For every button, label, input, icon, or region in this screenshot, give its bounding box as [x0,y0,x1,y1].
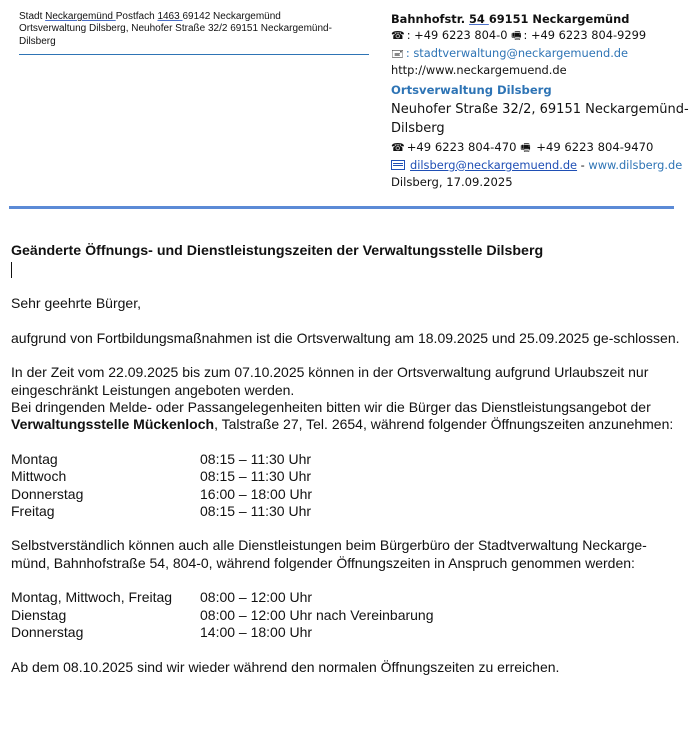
office-web-link[interactable]: www.dilsberg.de [588,157,683,172]
sender-city: Neckargemünd [45,11,116,22]
paragraph-vacation: In der Zeit vom 22.09.2025 bis zum 07.10.2025 können in der Ortsverwaltung aufgrund Urlaubszeit nur eingeschränkt Leistungen angeboten werden. [11,364,649,398]
closing-sentence: Ab dem 08.10.2025 sind wir wieder während den normalen Öffnungszeiten zu erreichen. [11,658,560,675]
schedule-row: Mittwoch 08:15 – 11:30 Uhr [11,468,312,485]
letter-subject: Geänderte Öffnungs- und Dienstleistungszeiten der Verwaltungsstelle Dilsberg [11,243,544,259]
salutation: Sehr geehrte Bürger, [11,295,141,312]
text-cursor [11,262,12,278]
sender-line-3: Dilsberg [19,35,56,47]
city-phone-fax: ☎ : +49 6223 804-0 🖷 : +49 6223 804-9299 [391,27,691,44]
paragraph-alternative: Bei dringenden Melde- oder Passangelegenheiten bitten wir die Bürger das Dienstleistungsangebot der Verwaltungsstelle Mückenloch, Talstraße 27, Tel. 2654, während folgender Öffnungszeiten anzunehmen: [11,399,674,433]
letter-date: Dilsberg, 17.09.2025 [391,175,513,190]
email-icon [391,160,405,170]
office-phone-fax: ☎ +49 6223 804-470 🖷 +49 6223 804-9470 [391,138,691,157]
schedule-mueckenloch [11,451,681,521]
sender-divider [19,54,369,55]
schedule-row: Freitag 08:15 – 11:30 Uhr [11,503,312,520]
phone-icon: ☎ [391,140,405,154]
header-divider [9,206,674,209]
city-website[interactable]: http://www.neckargemuend.de [391,63,567,78]
fax-icon: 🖷 [511,29,522,43]
office-address: Neuhofer Straße 32/2, 69151 Neckargemünd-Dilsberg [391,101,689,136]
office-email-web: dilsberg@neckargemuend.de - www.dilsberg.de [391,157,691,173]
schedule-row: Donnerstag 16:00 – 18:00 Uhr [11,485,313,502]
schedule-row: Donnerstag 14:00 – 18:00 Uhr [11,624,313,641]
office-title: Ortsverwaltung Dilsberg [391,82,552,97]
schedule-buergerbuero [11,589,681,641]
schedule-row: Montag, Mittwoch, Freitag 08:00 – 12:00 Uhr [11,589,313,606]
sender-line-1: Stadt Neckargemünd Postfach 1463 69142 Neckargemünd [19,11,281,22]
phone-icon: ☎ [391,29,405,43]
contact-block [391,11,691,192]
paragraph-closure: aufgrund von Fortbildungsmaßnahmen ist die Ortsverwaltung am 18.09.2025 und 25.09.2025 ge-schlossen. [11,329,680,346]
fax-icon: 🖷 [520,140,531,154]
email-icon: 🖃 [391,46,404,60]
schedule-row: Montag 08:15 – 11:30 Uhr [11,450,312,467]
city-address: Bahnhofstr. 54 69151 Neckargemünd [391,12,630,26]
alternative-office: Verwaltungsstelle Mückenloch [11,416,215,433]
sender-pobox: 1463 [157,11,183,22]
sender-address [19,11,371,48]
schedule-row: Dienstag 08:00 – 12:00 Uhr nach Vereinbarung [11,606,434,623]
letter-body[interactable] [11,243,681,676]
sender-line-2: Ortsverwaltung Dilsberg, Neuhofer Straße 32/2 69151 Neckargemünd- [19,23,332,35]
paragraph-buergerbuero: Selbstverständlich können auch alle Dienstleistungen beim Bürgerbüro der Stadtverwaltung Neckarge-münd, Bahnhofstraße 54, 804-0, während folgender Öffnungszeiten in Anspruch genommen werden: [11,537,647,571]
office-email-link[interactable]: dilsberg@neckargemuend.de [410,157,578,172]
city-email[interactable]: 🖃 : stadtverwaltung@neckargemuend.de [391,45,691,62]
